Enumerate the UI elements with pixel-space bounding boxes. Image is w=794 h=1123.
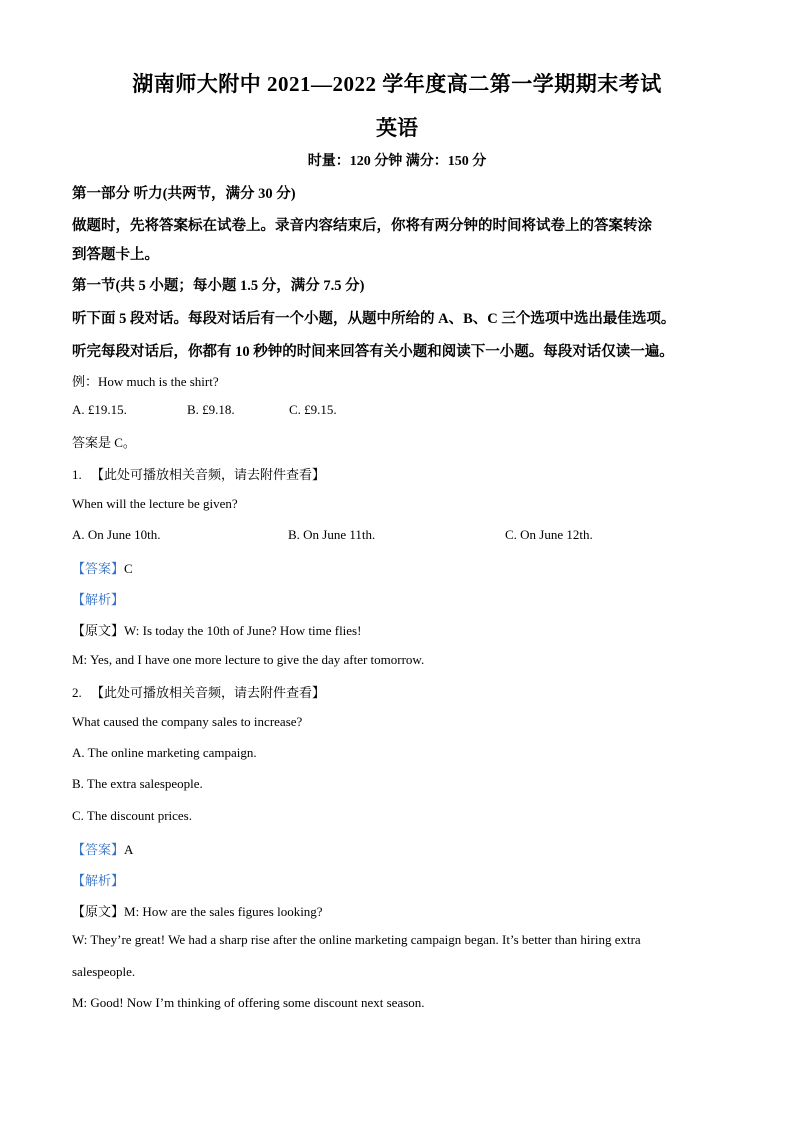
question-2-option-c: C. The discount prices.: [72, 808, 192, 823]
example-answer: 答案是 C。: [72, 435, 136, 450]
part1-heading: 第一部分 听力(共两节，满分 30 分): [72, 186, 296, 202]
audio-note: 【此处可播放相关音频，请去附件查看】: [91, 467, 326, 482]
question-1-transcript-line2: M: Yes, and I have one more lecture to give the day after tomorrow.: [72, 652, 425, 667]
transcript-text: M: How are the sales figures looking?: [124, 904, 323, 919]
exam-meta: 时量：120 分钟 满分：150 分: [307, 154, 487, 169]
question-2-text: What caused the company sales to increase?: [72, 714, 303, 729]
answer-value: A: [124, 842, 134, 857]
question-1-text: When will the lecture be given?: [72, 496, 238, 511]
part1-instruction-line2: 到答题卡上。: [72, 247, 159, 263]
question-2-transcript-line2: W: They’re great! We had a sharp rise after the online marketing campaign began. It’s better than hiring extra: [72, 932, 641, 947]
question-1-analysis-tag: 【解析】: [72, 592, 125, 607]
section1-instruction-line2: 听完每段对话后，你都有 10 秒钟的时间来回答有关小题和阅读下一小题。每段对话仅读一遍。: [72, 344, 674, 360]
question-2-analysis-tag: 【解析】: [72, 873, 125, 888]
exam-title: 湖南师大附中 2021—2022 学年度高二第一学期期末考试: [132, 72, 662, 96]
answer-tag: 【答案】: [72, 561, 125, 576]
example-option-b: B. £9.18.: [187, 402, 235, 417]
example-option-a: A. £19.15.: [72, 402, 127, 417]
question-1-option-a: A. On June 10th.: [72, 527, 161, 542]
question-1-option-c: C. On June 12th.: [505, 527, 593, 542]
question-2-transcript-line3: salespeople.: [72, 964, 136, 979]
question-1-option-b: B. On June 11th.: [288, 527, 376, 542]
question-number: 2.: [72, 685, 82, 700]
question-2-transcript-line1: [72, 901, 323, 920]
subject-title: 英语: [376, 116, 418, 140]
question-1-answer: [72, 558, 133, 577]
answer-tag: 【答案】: [72, 842, 125, 857]
question-1-header: [72, 464, 325, 483]
question-2-option-b: B. The extra salespeople.: [72, 776, 203, 791]
question-2-header: [72, 682, 325, 701]
part1-instruction-line1: 做题时，先将答案标在试卷上。录音内容结束后，你将有两分钟的时间将试卷上的答案转涂: [72, 218, 652, 234]
question-1-transcript-line1: [72, 620, 361, 639]
example-question: 例：How much is the shirt?: [72, 374, 219, 389]
answer-value: C: [124, 561, 133, 576]
original-tag: 【原文】: [72, 904, 125, 919]
section1-heading: 第一节(共 5 小题；每小题 1.5 分，满分 7.5 分): [72, 278, 365, 294]
example-option-c: C. £9.15.: [289, 402, 337, 417]
question-2-answer: [72, 839, 133, 858]
transcript-text: W: Is today the 10th of June? How time flies!: [124, 623, 362, 638]
audio-note: 【此处可播放相关音频，请去附件查看】: [91, 685, 326, 700]
question-2-transcript-line4: M: Good! Now I’m thinking of offering some discount next season.: [72, 995, 425, 1010]
original-tag: 【原文】: [72, 623, 125, 638]
question-number: 1.: [72, 467, 82, 482]
section1-instruction-line1: 听下面 5 段对话。每段对话后有一个小题，从题中所给的 A、B、C 三个选项中选出最佳选项。: [72, 311, 676, 327]
question-2-option-a: A. The online marketing campaign.: [72, 745, 257, 760]
